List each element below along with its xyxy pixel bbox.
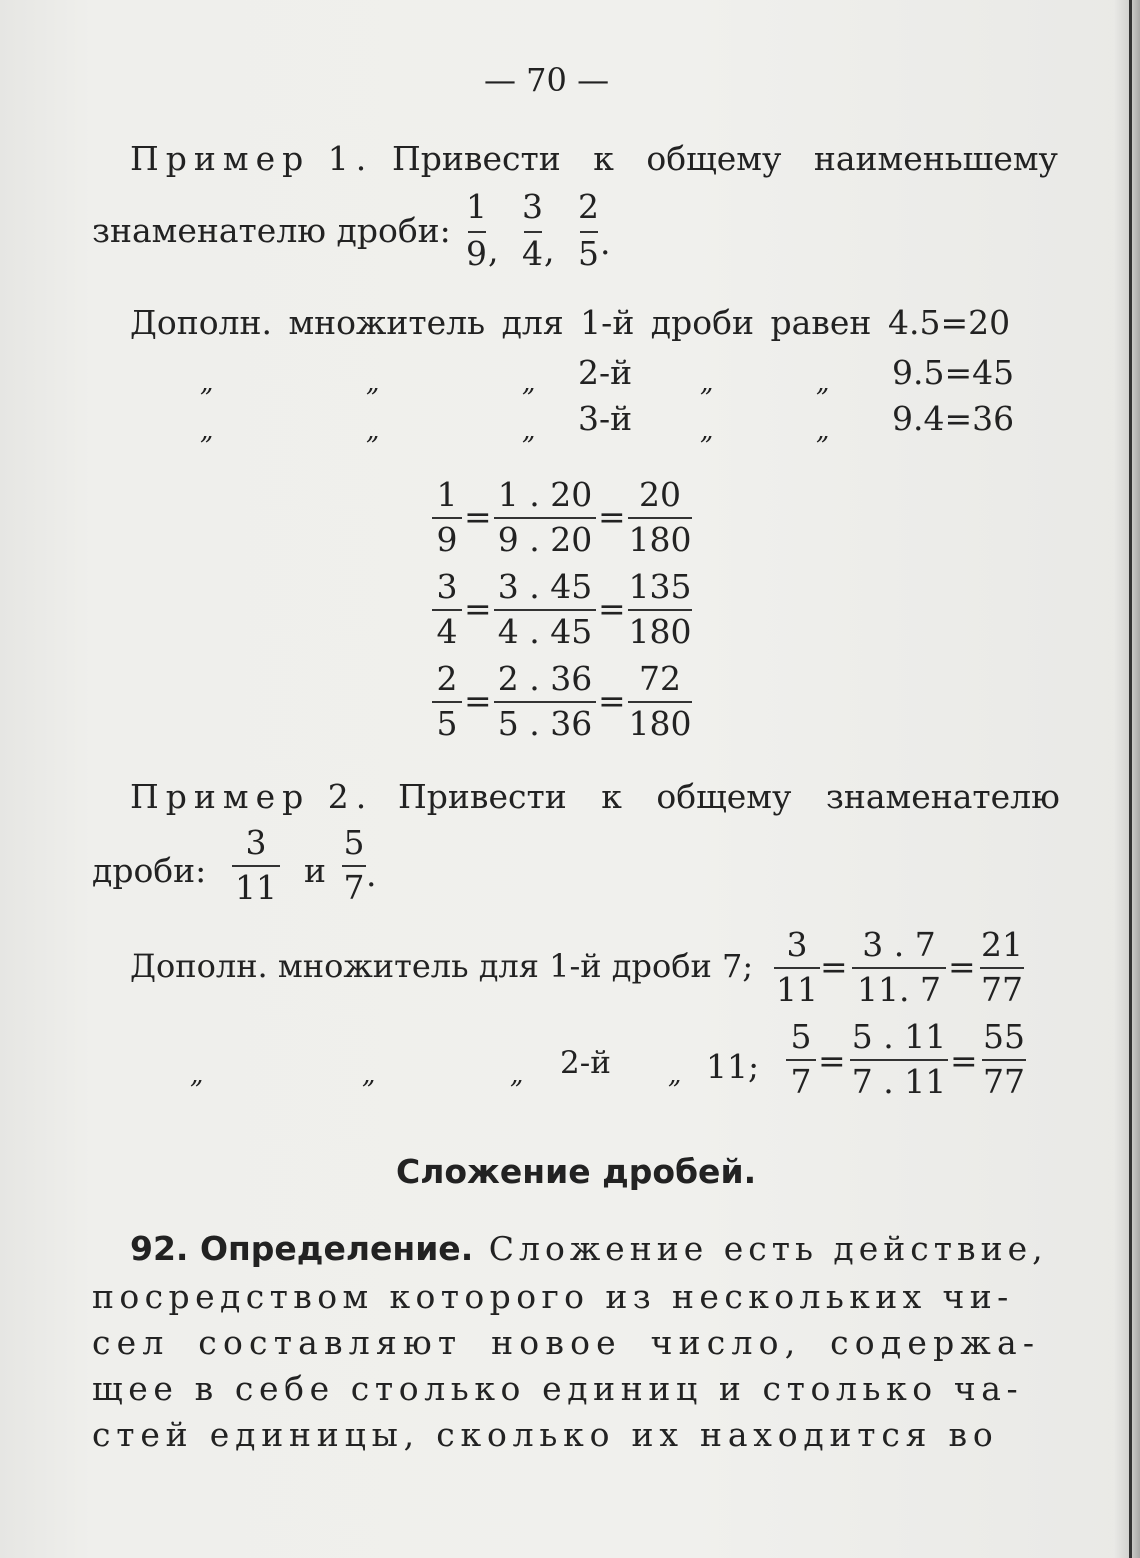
example1-line2: знаменателю дроби:: [92, 211, 451, 250]
ditto-mark: „: [700, 368, 714, 398]
ditto-mark: „: [200, 368, 214, 398]
section-title: Сложение дробей.: [396, 1152, 757, 1191]
ditto-mark: „: [668, 1060, 682, 1090]
ditto-mark: „: [366, 416, 380, 446]
page-edge-shadow: [1114, 0, 1140, 1558]
eq1-fraction-a: 1 9: [432, 478, 462, 556]
ex2-eq2-fraction-b: 5 . 11 7 . 11: [851, 1017, 947, 1101]
eq1-fraction-c: 20 180: [628, 475, 692, 559]
page-number: — 70 —: [484, 61, 610, 99]
example1-fraction-3-sep: .: [600, 223, 611, 262]
example1-fraction-2: 3 4: [522, 187, 543, 273]
eq2-fraction-a: 3 4: [432, 570, 462, 648]
ditto-mark: „: [510, 1060, 524, 1090]
ex2-eq1-fraction-a: 3 11: [776, 925, 818, 1009]
ditto-mark: „: [816, 368, 830, 398]
ex2-eq1-fraction-c: 21 77: [981, 925, 1023, 1009]
example2-multiplier-2-value: 11;: [706, 1047, 760, 1086]
page-edge-line: [1129, 0, 1132, 1558]
example2-fraction-1: 3 11: [232, 826, 280, 904]
ditto-mark: „: [190, 1060, 204, 1090]
equals-sign: =: [598, 497, 626, 536]
ditto-mark: „: [816, 416, 830, 446]
example2-label: Пример 2.: [130, 777, 374, 816]
equals-sign: =: [820, 947, 848, 986]
example2-conjunction: и: [304, 851, 326, 890]
multiplier-1-text: Дополн. множитель для 1-й дроби равен: [130, 303, 872, 342]
example2-fraction-2: 5 7: [343, 823, 365, 907]
eq1-fraction-b: 1 . 20 9 . 20: [494, 478, 596, 556]
ditto-mark: „: [700, 416, 714, 446]
multiplier-1-value: 4.5=20: [888, 303, 1011, 342]
eq3-fraction-c: 72 180: [628, 659, 692, 743]
equals-sign: =: [598, 681, 626, 720]
ditto-mark: „: [362, 1060, 376, 1090]
eq3-fraction-b: 2 . 36 5 . 36: [494, 662, 596, 740]
example1-label: Пример 1.: [130, 139, 374, 178]
multiplier-3-ordinal: 3-й: [578, 399, 633, 438]
ditto-mark: „: [522, 368, 536, 398]
definition-line-2: посредством которого из нескольких чи-: [92, 1277, 1014, 1316]
example2-text: Привести к общему знаменателю: [398, 777, 1060, 816]
definition-line-3: сел составляют новое число, содержа-: [92, 1323, 1041, 1362]
definition-line-4: щее в себе столько единиц и столько ча-: [92, 1369, 1024, 1408]
equals-sign: =: [464, 681, 492, 720]
eq2-fraction-b: 3 . 45 4 . 45: [494, 570, 596, 648]
equals-sign: =: [598, 589, 626, 628]
example2-multiplier-2-ordinal: 2-й: [560, 1045, 611, 1081]
definition-line-1: [130, 1229, 1048, 1268]
ex2-eq1-fraction-b: 3 . 7 11. 7: [852, 928, 946, 1006]
equals-sign: =: [950, 1041, 978, 1080]
example2-line2: дроби:: [92, 851, 207, 890]
example1-fraction-1: 1 9: [466, 187, 487, 273]
definition-line-5: стей единицы, сколько их находится во: [92, 1415, 999, 1454]
ditto-mark: „: [200, 416, 214, 446]
example2-fraction-2-sep: .: [366, 855, 377, 894]
ditto-mark: „: [522, 416, 536, 446]
definition-text: Сложение есть действие,: [488, 1229, 1048, 1268]
example1-fraction-2-sep: ,: [544, 231, 555, 270]
eq2-fraction-c: 135 180: [628, 567, 692, 651]
ditto-mark: „: [366, 368, 380, 398]
definition-label: 92. Определение.: [130, 1229, 474, 1268]
equals-sign: =: [464, 497, 492, 536]
eq3-fraction-a: 2 5: [432, 662, 462, 740]
equals-sign: =: [464, 589, 492, 628]
equals-sign: =: [818, 1041, 846, 1080]
ex2-eq2-fraction-a: 5 7: [786, 1020, 816, 1098]
multiplier-3-value: 9.4=36: [892, 399, 1015, 438]
example2-multiplier-1-text: Дополн. множитель для 1-й дроби 7;: [130, 947, 754, 985]
example1-text: Привести к общему наименьшему: [392, 139, 1058, 178]
ex2-eq2-fraction-c: 55 77: [983, 1017, 1025, 1101]
multiplier-2-value: 9.5=45: [892, 353, 1015, 392]
multiplier-2-ordinal: 2-й: [578, 353, 633, 392]
equals-sign: =: [948, 947, 976, 986]
example1-fraction-1-sep: ,: [488, 231, 499, 270]
example1-fraction-3: 2 5: [578, 187, 599, 273]
